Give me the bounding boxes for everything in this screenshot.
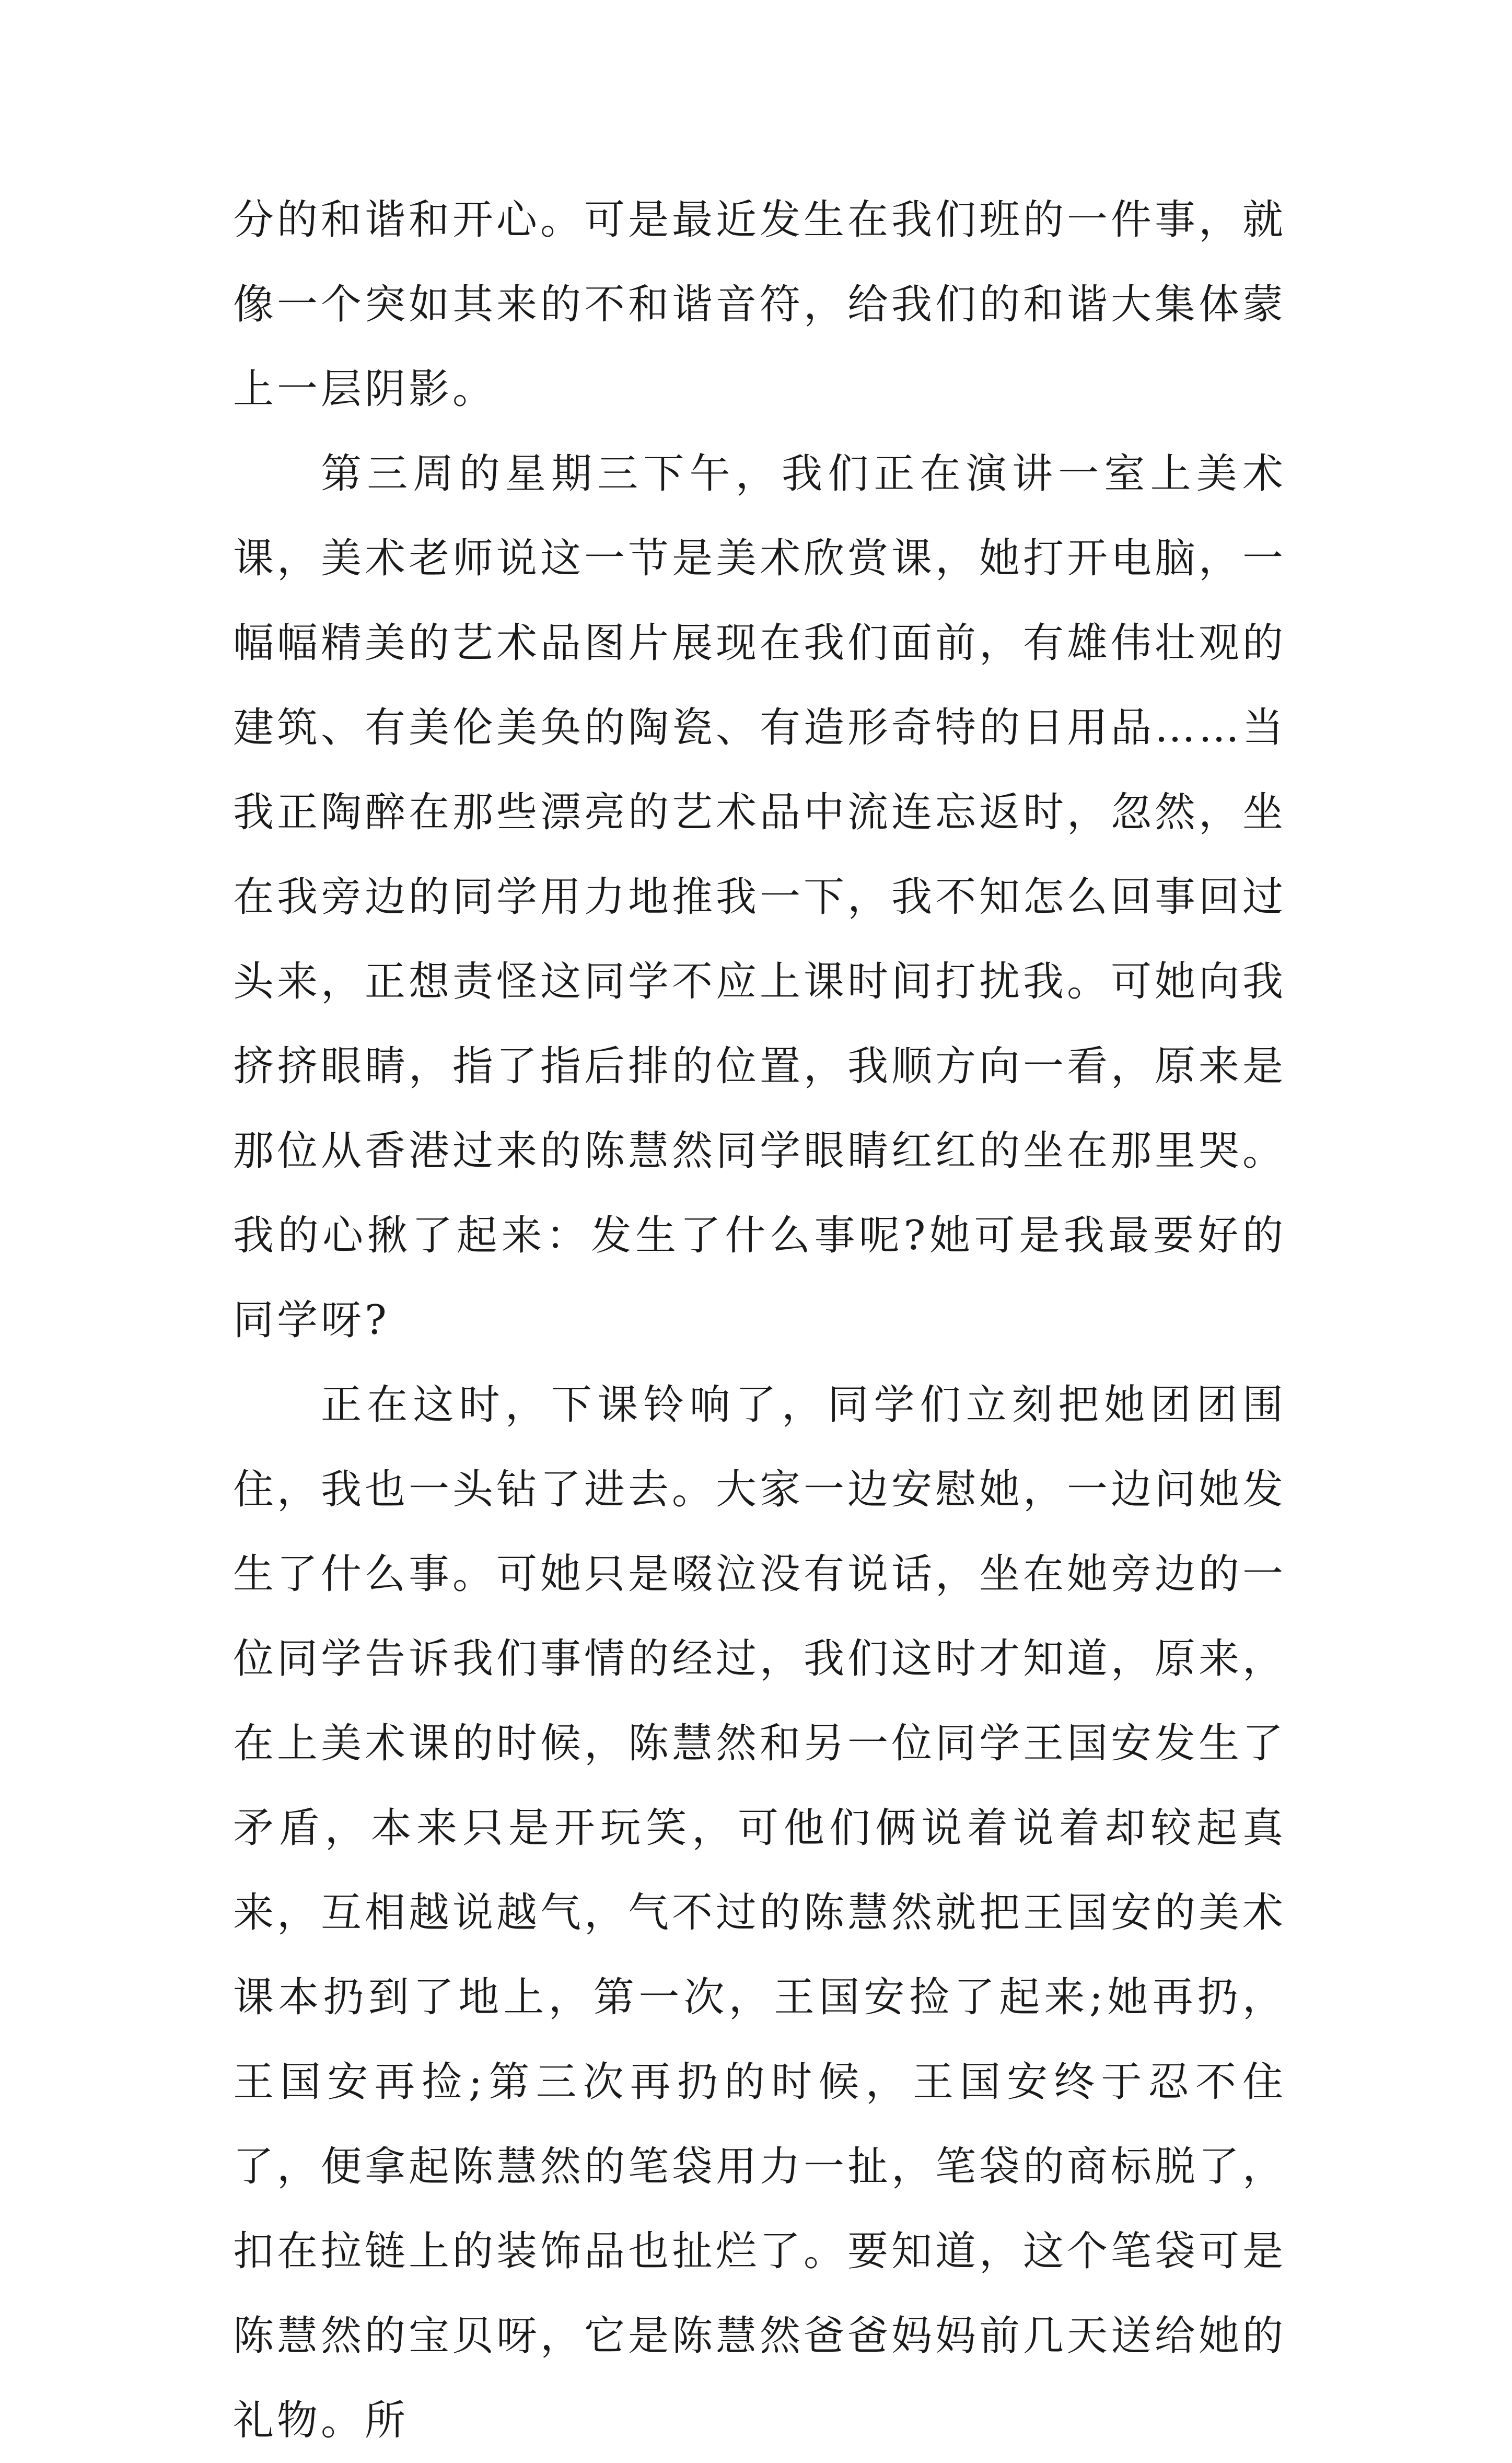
paragraph-continuation: 分的和谐和开心。可是最近发生在我们班的一件事，就像一个突如其来的不和谐音符，给我们的和谐大集体蒙上一层阴影。	[233, 196, 1287, 413]
paragraph-art-class: 第三周的星期三下午，我们正在演讲一室上美术课，美术老师说这一节是美术欣赏课，她打开电脑，一幅幅精美的艺术品图片展现在我们面前，有雄伟壮观的建筑、有美伦美奂的陶瓷、有造形奇特的日用品……当我正陶醉在那些漂亮的艺术品中流连忘返时，忽然，坐在我旁边的同学用力地推我一下，我不知怎么回事回过头来，正想责怪这同学不应上课时间打扰我。可她向我挤挤眼睛，指了指后排的位置，我顺方向一看，原来是那位从香港过来的陈慧然同学眼睛红红的坐在那里哭。我的心揪了起来：发生了什么事呢?她可是我最要好的同学呀?	[233, 450, 1287, 1344]
document-body	[233, 178, 1286, 2463]
paragraph-after-class: 正在这时，下课铃响了，同学们立刻把她团团围住，我也一头钻了进去。大家一边安慰她，一边问她发生了什么事。可她只是啜泣没有说话，坐在她旁边的一位同学告诉我们事情的经过，我们这时才知道，原来，在上美术课的时候，陈慧然和另一位同学王国安发生了矛盾，本来只是开玩笑，可他们俩说着说着却较起真来，互相越说越气，气不过的陈慧然就把王国安的美术课本扔到了地上，第一次，王国安捡了起来;她再扔，王国安再捡;第三次再扔的时候，王国安终于忍不住了，便拿起陈慧然的笔袋用力一扯，笔袋的商标脱了，扣在拉链上的装饰品也扯烂了。要知道，这个笔袋可是陈慧然的宝贝呀，它是陈慧然爸爸妈妈前几天送给她的礼物。所	[233, 1381, 1287, 2444]
